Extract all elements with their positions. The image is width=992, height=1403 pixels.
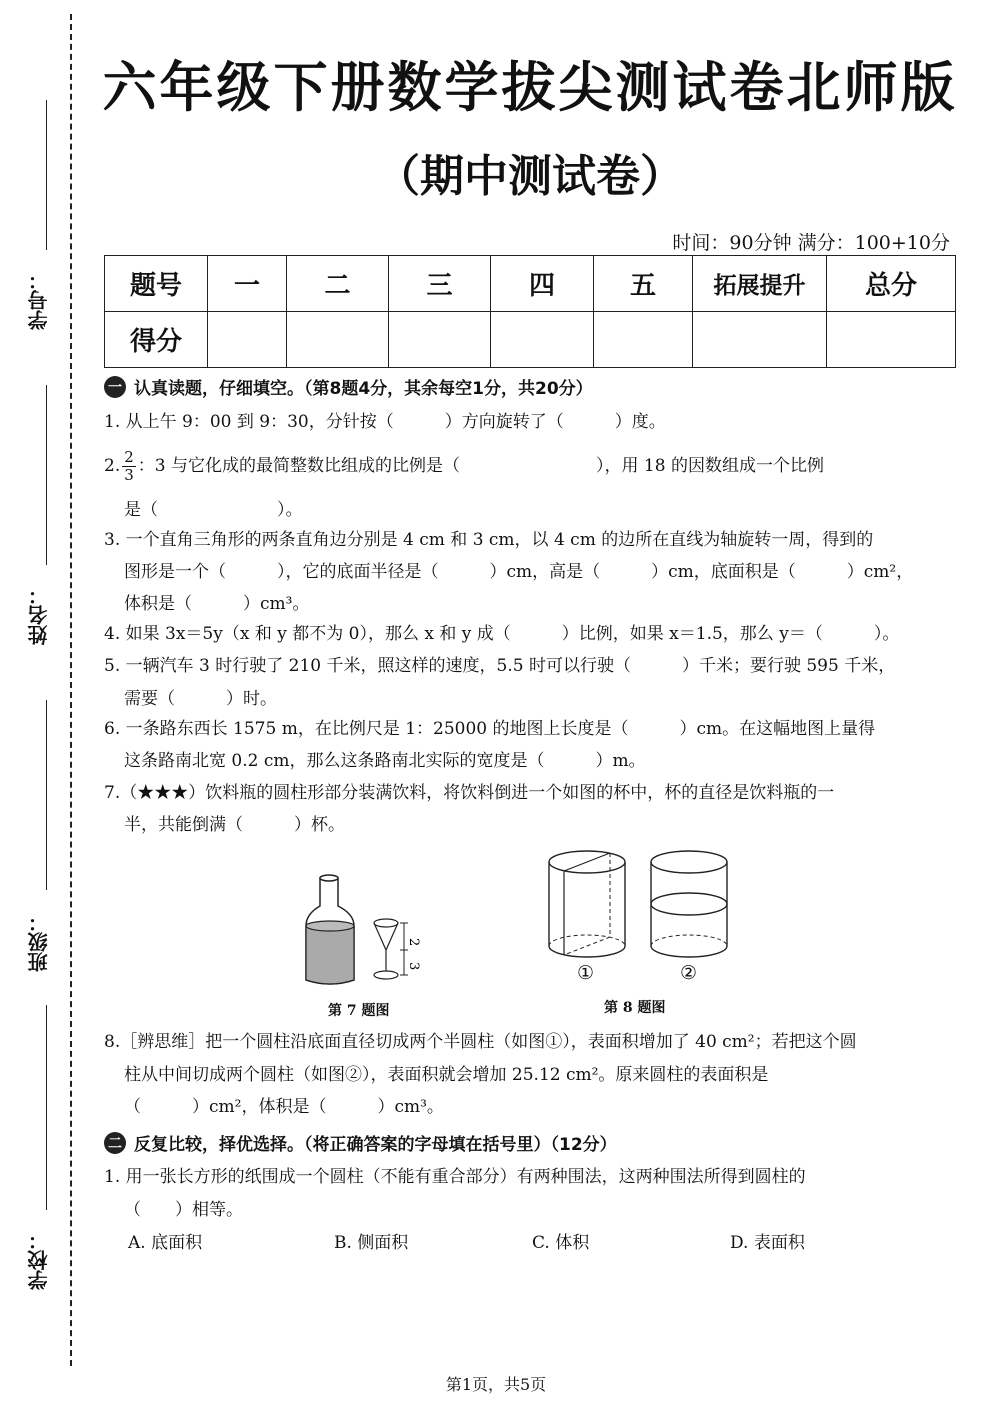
question-5-line1: 5. 一辆汽车 3 时行驶了 210 千米，照这样的速度，5.5 时可以行驶（ ）千米；要行驶 595 千米， bbox=[104, 656, 896, 676]
score-header-cell: 拓展提升 bbox=[693, 256, 827, 312]
cyl2-mid-back bbox=[651, 893, 727, 904]
question-2 bbox=[104, 449, 944, 484]
section2-title: 反复比较，择优选择。（将正确答案的字母填在括号里）（12分） bbox=[134, 1135, 617, 1155]
cup-base bbox=[374, 971, 398, 979]
question-3-line2: 图形是一个（ ），它的底面半径是（ ）cm，高是（ ）cm，底面积是（ ）cm²， bbox=[124, 562, 914, 582]
question-2-number: 2. bbox=[104, 456, 121, 476]
section1-title: 认真读题，仔细填空。（第8题4分，其余每空1分，共20分） bbox=[134, 379, 593, 399]
option-c: C. 体积 bbox=[532, 1233, 590, 1253]
cyl1-bottom-front bbox=[549, 946, 625, 957]
s2-question-1-line1: 1. 用一张长方形的纸围成一个圆柱（不能有重合部分）有两种围法，这两种围法所得到圆柱的 bbox=[104, 1167, 806, 1187]
score-cell bbox=[827, 312, 956, 368]
question-5-line2: 需要（ ）时。 bbox=[124, 689, 277, 709]
xuexiao-label: 学校： bbox=[27, 1230, 51, 1290]
question-8-line1: 8.［辨思维］把一个圆柱沿底面直径切成两个半圆柱（如图①），表面积增加了 40 cm²；若把这个圆 bbox=[104, 1032, 857, 1052]
score-cell bbox=[491, 312, 594, 368]
score-header-cell: 题号 bbox=[105, 256, 208, 312]
score-row-label: 得分 bbox=[105, 312, 208, 368]
page-title: 六年级下册数学拔尖测试卷北师版 bbox=[102, 55, 958, 119]
fraction-numerator: 2 bbox=[124, 448, 134, 466]
binding-dashed-line bbox=[70, 14, 72, 1366]
cyl1-cut-bottom bbox=[564, 937, 610, 955]
liquid-surface bbox=[306, 921, 354, 931]
bottle-top bbox=[320, 875, 338, 881]
score-header-cell: 四 bbox=[491, 256, 594, 312]
s2-question-1-line2: （ ）相等。 bbox=[124, 1200, 243, 1220]
figure-8-label-1: ① bbox=[577, 962, 595, 984]
section1-badge: 一 bbox=[104, 376, 126, 398]
question-2-continued: 是（ ）。 bbox=[124, 500, 303, 520]
question-8-line2: 柱从中间切成两个圆柱（如图②），表面积就会增加 25.12 cm²。原来圆柱的表面积是 bbox=[124, 1065, 769, 1085]
cup-rim bbox=[374, 919, 398, 927]
question-6-line1: 6. 一条路东西长 1575 m，在比例尺是 1：25000 的地图上长度是（ ）cm。在这幅地图上量得 bbox=[104, 719, 876, 739]
score-cell bbox=[287, 312, 389, 368]
question-3-line3: 体积是（ ）cm³。 bbox=[124, 594, 310, 614]
score-cell bbox=[594, 312, 693, 368]
cyl2-top bbox=[651, 851, 727, 873]
score-cell bbox=[208, 312, 287, 368]
score-header-cell: 二 bbox=[287, 256, 389, 312]
page-subtitle: （期中测试卷） bbox=[376, 151, 684, 202]
figure-8-cylinders bbox=[540, 848, 740, 960]
section2-heading bbox=[104, 1130, 617, 1155]
figure-8-caption: 第 8 题图 bbox=[604, 1000, 666, 1016]
xuehao-label: 学号： bbox=[27, 270, 51, 330]
section2-badge: 二 bbox=[104, 1132, 126, 1154]
score-cell bbox=[693, 312, 827, 368]
option-a: A. 底面积 bbox=[128, 1233, 203, 1253]
question-7-line2: 半，共能倒满（ ）杯。 bbox=[124, 815, 345, 835]
xingming-label: 姓名： bbox=[27, 585, 51, 645]
question-3-line1: 3. 一个直角三角形的两条直角边分别是 4 cm 和 3 cm，以 4 cm 的边所在直线为轴旋转一周，得到的 bbox=[104, 530, 874, 550]
cup-dim-bottom-label: 3 bbox=[406, 962, 421, 971]
cyl1-bottom-back bbox=[549, 935, 625, 946]
score-header-cell: 三 bbox=[389, 256, 491, 312]
fraction-denominator: 3 bbox=[124, 466, 134, 484]
cup-dim-top-label: 2 bbox=[406, 938, 421, 947]
xuexiao-line bbox=[46, 1005, 47, 1210]
score-cell bbox=[389, 312, 491, 368]
question-6-line2: 这条路南北宽 0.2 cm，那么这条路南北实际的宽度是（ ）m。 bbox=[124, 751, 646, 771]
score-header-cell: 总分 bbox=[827, 256, 956, 312]
score-table-header-row bbox=[105, 256, 956, 312]
time-score-info: 时间：90分钟 满分：100+10分 bbox=[672, 232, 950, 254]
cyl2-bottom-back bbox=[651, 935, 727, 946]
xuehao-line bbox=[46, 100, 47, 250]
question-2-text: ：3 与它化成的最简整数比组成的比例是（ ），用 18 的因数组成一个比例 bbox=[137, 456, 824, 476]
option-b: B. 侧面积 bbox=[334, 1233, 409, 1253]
score-header-cell: 一 bbox=[208, 256, 287, 312]
section1-heading bbox=[104, 374, 593, 399]
xingming-line bbox=[46, 385, 47, 565]
banji-label: 班级： bbox=[27, 912, 51, 972]
score-table bbox=[104, 255, 956, 368]
question-4: 4. 如果 3x＝5y（x 和 y 都不为 0），那么 x 和 y 成（ ）比例，如果 x＝1.5，那么 y＝（ ）。 bbox=[104, 624, 900, 644]
cyl2-bottom-front bbox=[651, 946, 727, 957]
question-7-line1: 7.（★★★）饮料瓶的圆柱形部分装满饮料，将饮料倒进一个如图的杯中，杯的直径是饮料瓶的一 bbox=[104, 783, 835, 803]
question-8-line3: （ ）cm²，体积是（ ）cm³。 bbox=[124, 1097, 444, 1117]
question-1: 1. 从上午 9：00 到 9：30，分针按（ ）方向旋转了（ ）度。 bbox=[104, 412, 666, 432]
bottle-liquid bbox=[306, 926, 354, 984]
cyl2-mid-front bbox=[651, 904, 727, 915]
score-table-score-row bbox=[105, 312, 956, 368]
page-footer: 第1页，共5页 bbox=[445, 1375, 547, 1394]
score-header-cell: 五 bbox=[594, 256, 693, 312]
figure-7-bottle-cup bbox=[290, 868, 450, 993]
figure-7-caption: 第 7 题图 bbox=[328, 1003, 390, 1019]
option-d: D. 表面积 bbox=[730, 1233, 805, 1253]
banji-line bbox=[46, 700, 47, 890]
fraction-two-thirds bbox=[122, 449, 136, 484]
figure-8-label-2: ② bbox=[680, 962, 698, 984]
